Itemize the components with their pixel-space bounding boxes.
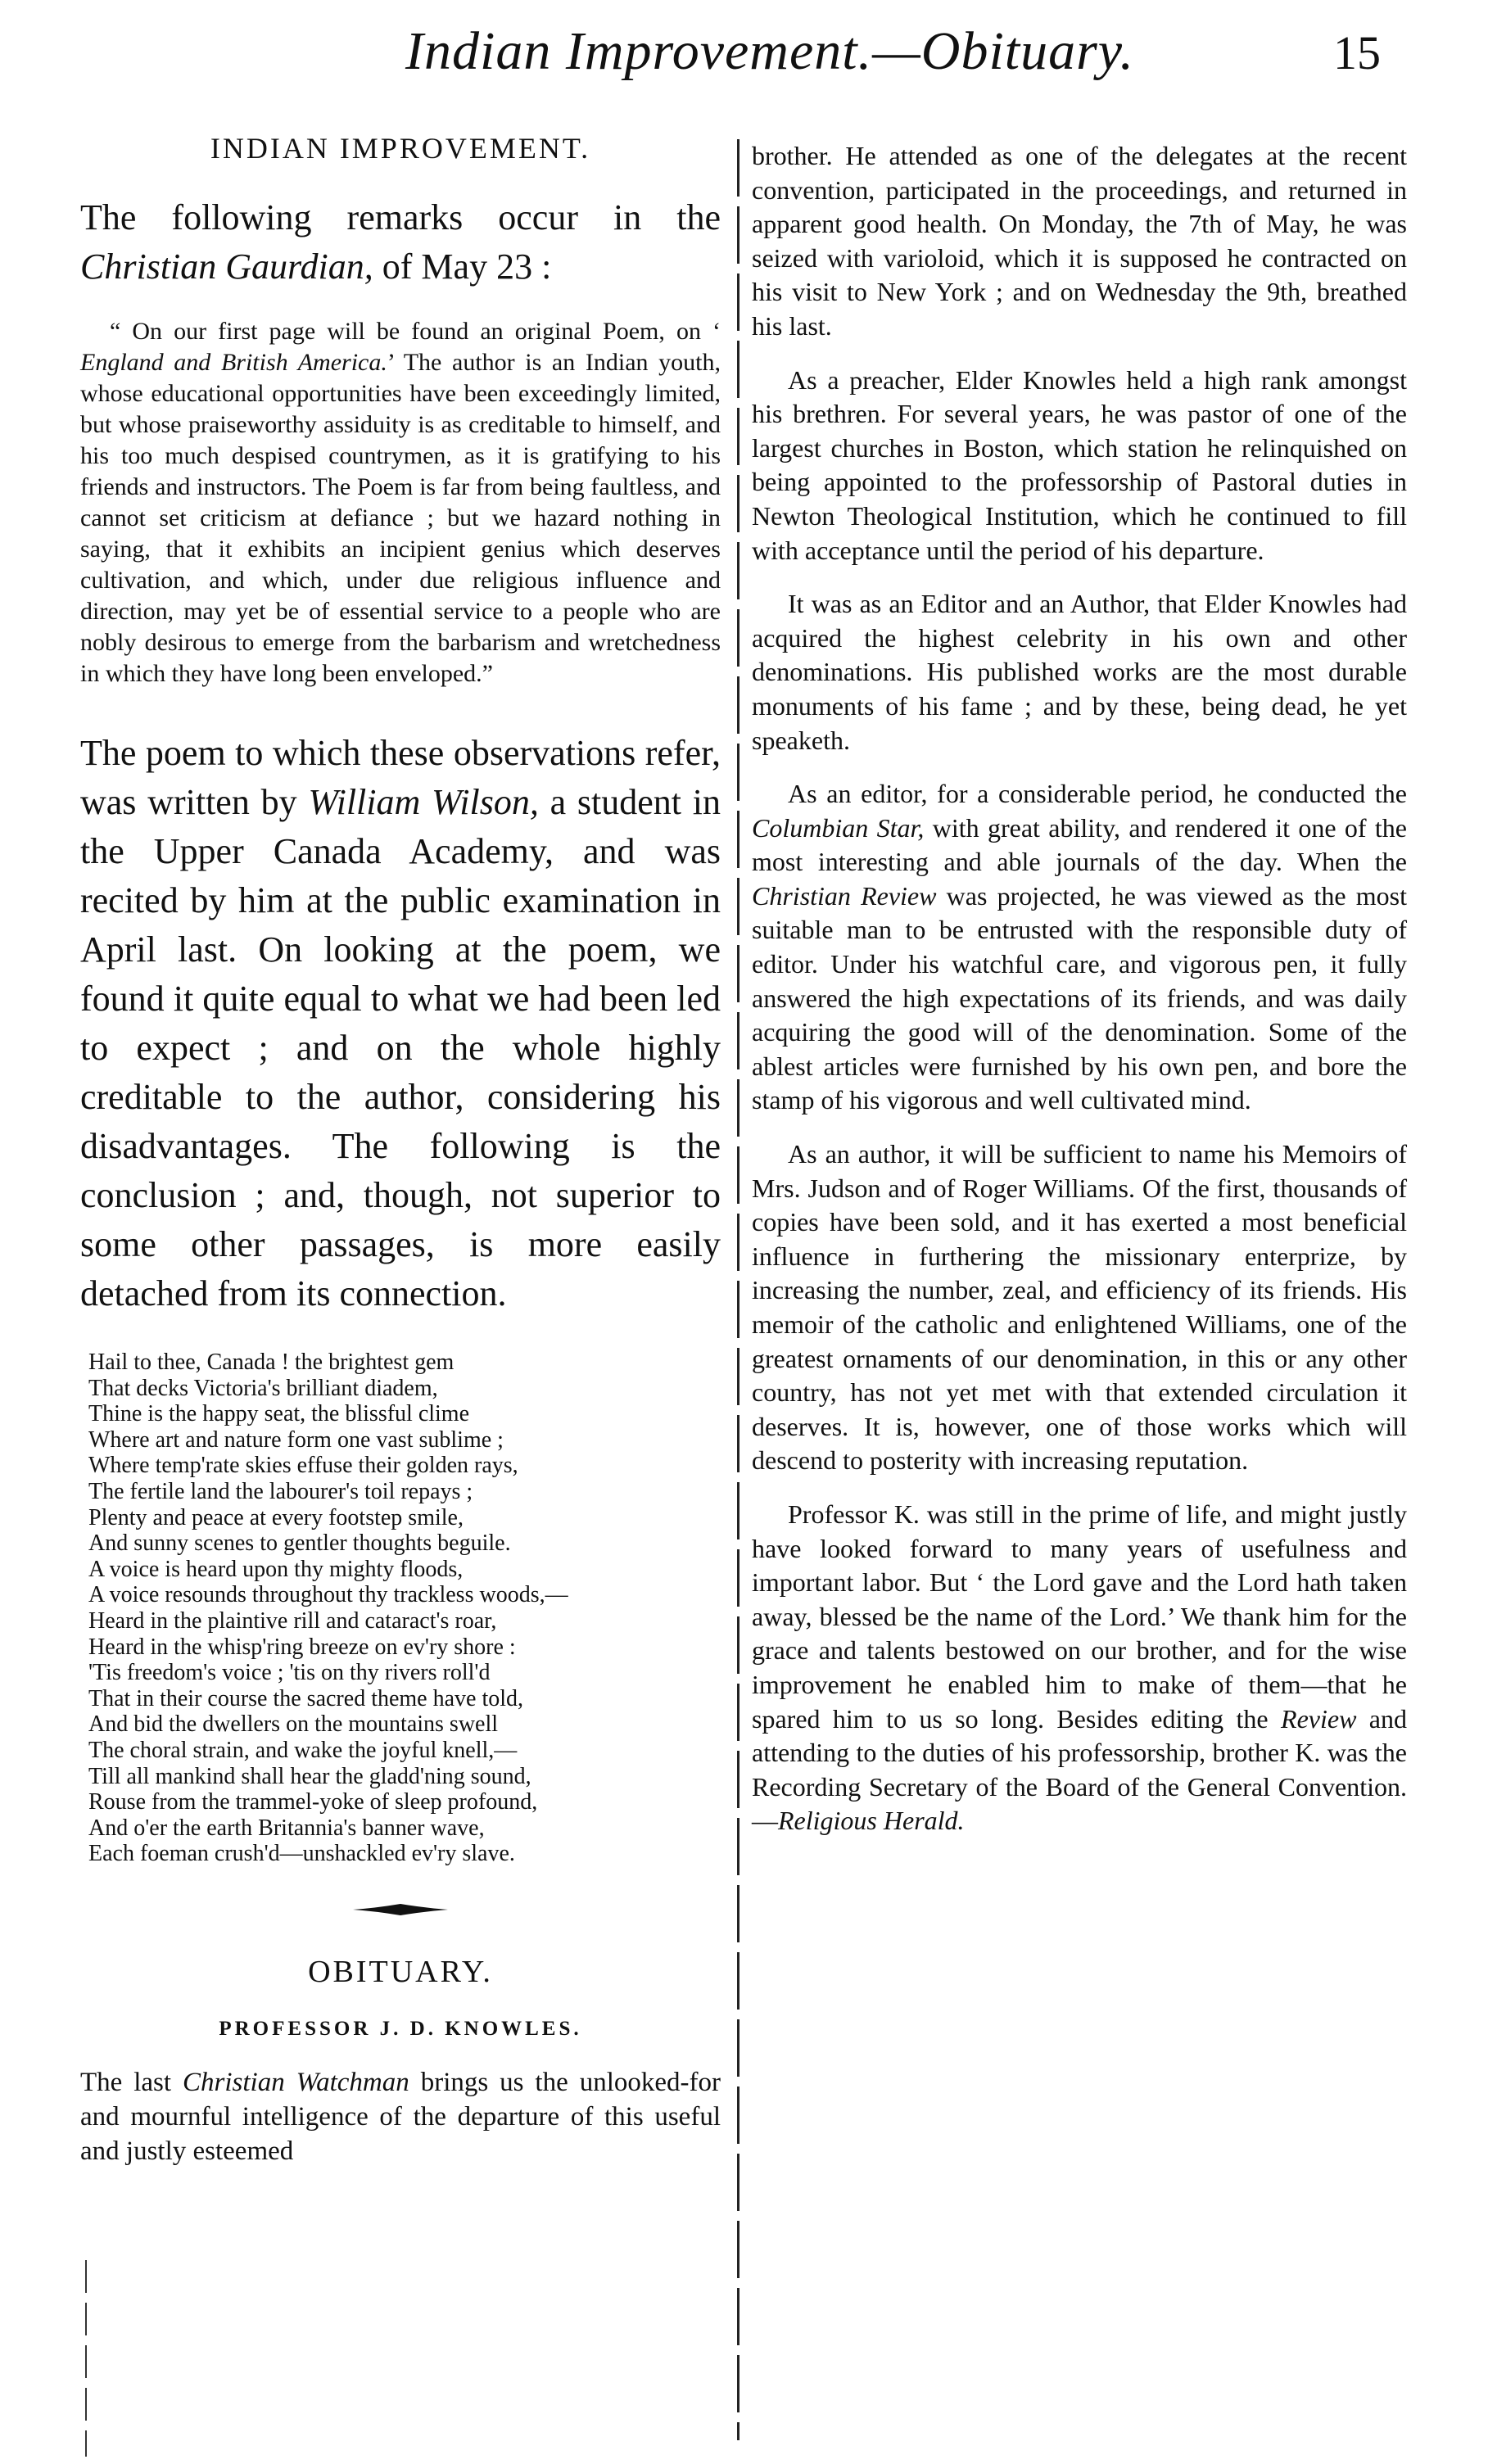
poem-line: Rouse from the trammel-yoke of sleep profound, xyxy=(88,1789,538,1815)
intro-text-end: of May 23 : xyxy=(373,246,552,287)
page-number: 15 xyxy=(1333,26,1381,79)
running-title: Indian Improvement.—Obituary. xyxy=(405,21,1134,81)
poem-line: Where temp'rate skies effuse their golden rays, xyxy=(88,1453,518,1479)
poem-line: Thine is the happy seat, the blissful clime xyxy=(88,1401,470,1427)
paragraph-text: was projected, he was viewed as the most suitable man to be entrusted with the responsible duty of editor. Under his watchful care, and vigorous pen, it fully answered the high expectations of its friends, and was daily acquiring the good will of the denomination. Some of the ablest articles were furnished by his own pen, and bore the stamp of his vigorous and well cultivated mind. xyxy=(752,880,1408,1115)
poem-line: Each foeman crush'd—unshackled ev'ry slave. xyxy=(88,1841,515,1867)
quote-poem-title: England and British America. xyxy=(80,349,387,376)
margin-rule xyxy=(85,2260,87,2457)
quoted-remarks xyxy=(80,316,721,689)
obituary-paragraph xyxy=(752,777,1407,1118)
poem-line: That in their course the sacred theme have told, xyxy=(88,1685,524,1711)
intro-text-start: The following remarks occur in the xyxy=(80,197,721,237)
source-attribution: Religious Herald. xyxy=(778,1806,965,1836)
poem-line: That decks Victoria's brilliant diadem, xyxy=(88,1375,438,1401)
obituary-paragraph: As a preacher, Elder Knowles held a high rank amongst his brethren. For several years, he was pastor of one of the largest churches in Boston, which station he relinquished on being appointed to the professorship of Pastoral duties in Newton Theological Institution, which he continued to fill with acceptance until the period of his departure. xyxy=(752,364,1407,565)
poem-line: Hail to thee, Canada ! the brightest gem xyxy=(88,1350,455,1375)
poem-line: 'Tis freedom's voice ; 'tis on thy rivers roll'd xyxy=(88,1660,491,1686)
paragraph-text: As an editor, for a considerable period, he conducted the xyxy=(788,779,1407,809)
poem-author-name: William Wilson, xyxy=(308,782,539,822)
poem-intro-end: a student in the Upper Canada Academy, and was recited by him at the public examination in April last. On looking at the poem, we found it quite equal to what we had been led to expect ; and on the whole highly creditable to the author, considering his disadvantages. The following is the conclusion ; and, though, not superior to some other passages, is more easily detached from its connection. xyxy=(80,782,721,1313)
poem-line: Plenty and peace at every footstep smile, xyxy=(88,1504,464,1530)
right-column xyxy=(752,139,1407,1838)
section-divider-ornament xyxy=(351,1901,450,1918)
obituary-paragraph: As an author, it will be sufficient to name his Memoirs of Mrs. Judson and of Roger Williams. Of the first, thousands of copies have been sold, and it has exerted a most beneficial influence in furthering the missionary enterprize, by increasing the number, zeal, and efficiency of its friends. His memoir of the catholic and enlightened Williams, one of the greatest ornaments of our denomination, in this or any other country, has not yet met with that extended circulation it deserves. It is, however, one of those works which will descend to posterity with increasing reputation. xyxy=(752,1139,1407,1476)
obituary-paragraph xyxy=(752,1498,1407,1838)
poem-line: The fertile land the labourer's toil repays ; xyxy=(88,1478,473,1504)
obituary-text-end: brings us the unlooked-for and mournful intelligence of the departure of this useful and justly esteemed xyxy=(80,2067,721,2166)
left-column xyxy=(80,131,721,2168)
poem-line: A voice is heard upon thy mighty floods, xyxy=(88,1556,464,1582)
obituary-paragraph: It was as an Editor and an Author, that Elder Knowles had acquired the highest celebrity in his own and other denominations. His published works are the most durable monuments of his fame ; and by these, being dead, he yet speaketh. xyxy=(752,589,1407,755)
intro-publication-name: Christian Gaurdian, xyxy=(80,246,373,287)
paragraph-text: with great ability, and rendered it one of the most interesting and able journals of the day. When the xyxy=(752,812,1408,877)
publication-name: Columbian Star, xyxy=(752,812,925,843)
obituary-source-name: Christian Watchman xyxy=(183,2067,409,2097)
section-heading-obituary: OBITUARY. xyxy=(308,1954,493,1989)
paragraph-text: and attending to the duties of his professorship, brother K. was the Recording Secretary of the Board of the General Convention.— xyxy=(752,1703,1407,1836)
poem-line: And sunny scenes to gentler thoughts beguile. xyxy=(88,1530,511,1557)
publication-name: Review xyxy=(1281,1703,1357,1734)
poem-line: Till all mankind shall hear the gladd'ning sound, xyxy=(88,1763,531,1789)
quote-text-start: “ On our first page will be found an original Poem, on ‘ xyxy=(110,318,721,345)
poem-line: Heard in the whisp'ring breeze on ev'ry shore : xyxy=(88,1634,516,1660)
poem xyxy=(80,1350,721,1867)
obituary-subject: PROFESSOR J. D. KNOWLES. xyxy=(219,2017,582,2040)
section-heading-indian-improvement: INDIAN IMPROVEMENT. xyxy=(210,132,591,165)
column-rule xyxy=(737,139,739,2440)
poem-introduction xyxy=(80,729,721,1318)
obituary-text-start: The last xyxy=(80,2067,183,2097)
poem-line: A voice resounds throughout thy trackless woods,— xyxy=(88,1582,568,1608)
obituary-opening xyxy=(80,2065,721,2168)
poem-line: The choral strain, and wake the joyful knell,— xyxy=(88,1737,518,1763)
quote-text-end: ’ The author is an Indian youth, whose educational opportunities have been exceedingly limited, but whose praiseworthy assiduity is as creditable to himself, and his too much despised countrymen, as it is gratifying to his friends and instructors. The Poem is far from being faultless, and cannot set criticism at defiance ; but we hazard nothing in saying, that it exhibits an incipient genius which deserves cultivation, and which, under due religious influence and direction, may yet be of essential service to a people who are nobly desirous to emerge from the barbarism and wretchedness in which they have long been enveloped.” xyxy=(80,349,721,687)
publication-name: Christian Review xyxy=(752,880,937,911)
poem-line: And o'er the earth Britannia's banner wave, xyxy=(88,1815,485,1841)
poem-line: And bid the dwellers on the mountains swell xyxy=(88,1711,499,1738)
poem-line: Where art and nature form one vast sublime ; xyxy=(88,1426,504,1453)
obituary-paragraph: brother. He attended as one of the delegates at the recent convention, participated in the proceedings, and returned in apparent good health. On Monday, the 7th of May, he was seized with varioloid, which it is supposed he contracted on his visit to New York ; and on Wednesday the 9th, breathed his last. xyxy=(752,141,1407,341)
paragraph-text: Professor K. was still in the prime of life, and might justly have looked forward to many years of usefulness and important labor. But ‘ the Lord gave and the Lord hath taken away, blessed be the name of the Lord.’ We thank him for the grace and talents bestowed on our brother, and for the wise improvement he enabled him to make of them—that he spared him to us so long. Besides editing the xyxy=(752,1499,1407,1734)
poem-intro-start: The poem to which these observations refer, was written by xyxy=(80,733,721,822)
poem-line: Heard in the plaintive rill and cataract's roar, xyxy=(88,1607,497,1634)
intro-paragraph xyxy=(80,193,721,292)
